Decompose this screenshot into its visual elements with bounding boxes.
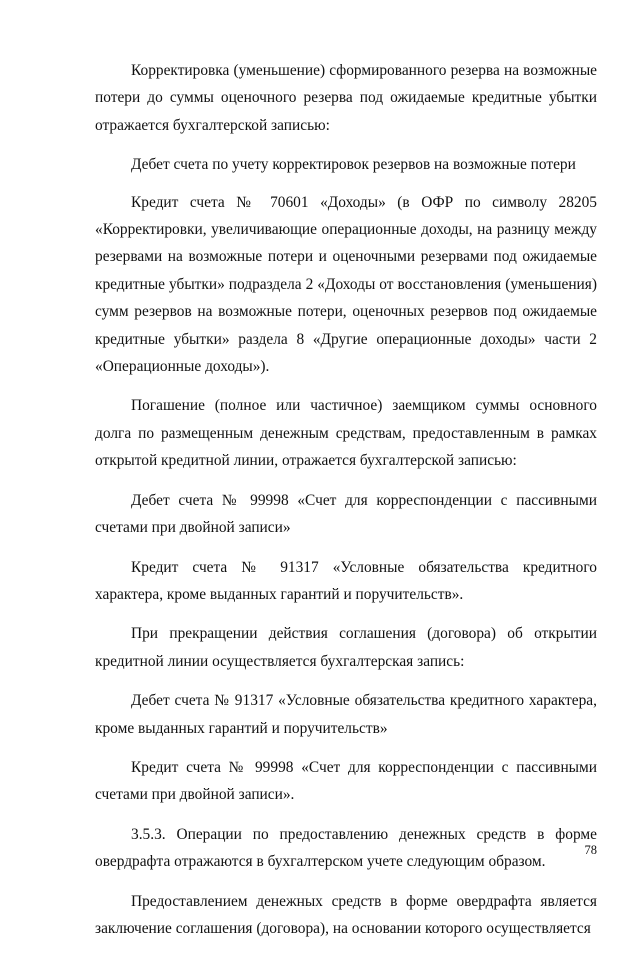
page-body bbox=[95, 57, 597, 954]
page-number: 78 bbox=[584, 843, 597, 857]
paragraph-credit-99998: Кредит счета № 99998 «Счет для корреспонденции с пассивными счетами при двойной записи». bbox=[95, 758, 597, 804]
paragraph-credit-70601: Кредит счета № 70601 «Доходы» (в ОФР по символу 28205 «Корректировки, увеличивающие операционные доходы, на разницу между резервами на возможные потери и оценочными резервами под ожидаемые кредитные убытки» подраздела 2 «Доходы от восстановления (уменьшения) сумм резервов на возможные потери, оценочных резервов под ожидаемые кредитные убытки» раздела 8 «Другие операционные доходы» части 2 «Операционные доходы»). bbox=[95, 193, 597, 376]
paragraph-section-3-5-3: 3.5.3. Операции по предоставлению денежных средств в форме овердрафта отражаются в бухгалтерском учете следующим образом. bbox=[95, 825, 597, 871]
paragraph-debit-99998: Дебет счета № 99998 «Счет для корреспонденции с пассивными счетами при двойной записи» bbox=[95, 491, 597, 537]
paragraph-repayment: Погашение (полное или частичное) заемщиком суммы основного долга по размещенным денежным средствам, предоставленным в рамках открытой кредитной линии, отражается бухгалтерской записью: bbox=[95, 397, 597, 470]
paragraph-debit-adjustments: Дебет счета по учету корректировок резервов на возможные потери bbox=[131, 156, 576, 174]
paragraph-debit-91317: Дебет счета № 91317 «Условные обязательства кредитного характера, кроме выданных гарантий и поручительств» bbox=[95, 692, 597, 737]
paragraph-reserve-adjustment: Корректировка (уменьшение) сформированного резерва на возможные потери до суммы оценочного резерва под ожидаемые кредитные убытки отражается бухгалтерской записью: bbox=[95, 62, 597, 134]
paragraph-termination: При прекращении действия соглашения (договора) об открытии кредитной линии осуществляется бухгалтерская запись: bbox=[95, 625, 597, 670]
paragraph-overdraft: Предоставлением денежных средств в форме овердрафта является заключение соглашения (договора), на основании которого осуществляется bbox=[95, 892, 597, 937]
paragraph-credit-91317: Кредит счета № 91317 «Условные обязательства кредитного характера, кроме выданных гарантий и поручительств». bbox=[95, 558, 597, 603]
